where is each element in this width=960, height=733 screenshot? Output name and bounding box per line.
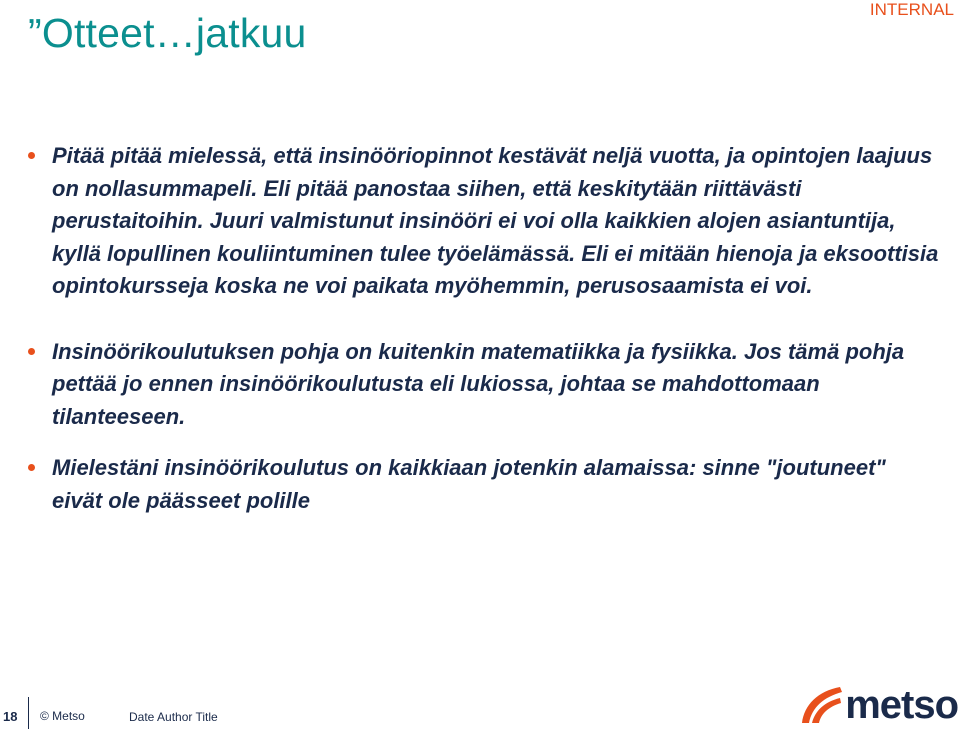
bullet-text: Mielestäni insinöörikoulutus on kaikkiaan jotenkin alamaissa: sinne "joutuneet" eivät ole päässeet polille bbox=[52, 455, 886, 513]
bullet-item bbox=[28, 140, 940, 303]
slide-title: ”Otteet…jatkuu bbox=[28, 10, 307, 56]
slide-footer bbox=[0, 683, 960, 733]
footer-meta: Date Author Title bbox=[129, 710, 218, 724]
page-number: 18 bbox=[3, 709, 18, 724]
logo-text: metso bbox=[845, 683, 958, 727]
bullet-item bbox=[28, 336, 940, 434]
copyright-text: © Metso bbox=[40, 709, 85, 723]
metso-swoosh-icon bbox=[798, 683, 844, 727]
bullet-dot-icon bbox=[28, 348, 35, 355]
metso-logo bbox=[798, 683, 958, 727]
bullet-item bbox=[28, 452, 940, 517]
bullet-text: Insinöörikoulutuksen pohja on kuitenkin matematiikka ja fysiikka. Jos tämä pohja pettää jo ennen insinöörikoulutusta eli lukiossa, johtaa se mahdottomaan tilanteeseen. bbox=[52, 338, 905, 429]
bullet-list bbox=[28, 140, 940, 517]
bullet-text: Pitää pitää mielessä, että insinööriopinnot kestävät neljä vuotta, ja opintojen laajuus on nollasummapeli. Eli pitää panostaa siihen, että keskitytään riittävästi perustaitoihin. Juuri valmistunut insinööri ei voi olla kaikkien alojen asiantuntija, kyllä lopullinen kouliintuminen tulee työelämässä. Eli ei mitään hienoja ja eksoottisia opintokursseja koska ne voi paikata myöhemmin, perusosaamista ei voi. bbox=[52, 143, 939, 298]
bullet-dot-icon bbox=[28, 152, 35, 159]
footer-divider bbox=[28, 697, 29, 729]
classification-label: INTERNAL bbox=[869, 0, 954, 19]
bullet-dot-icon bbox=[28, 464, 35, 471]
